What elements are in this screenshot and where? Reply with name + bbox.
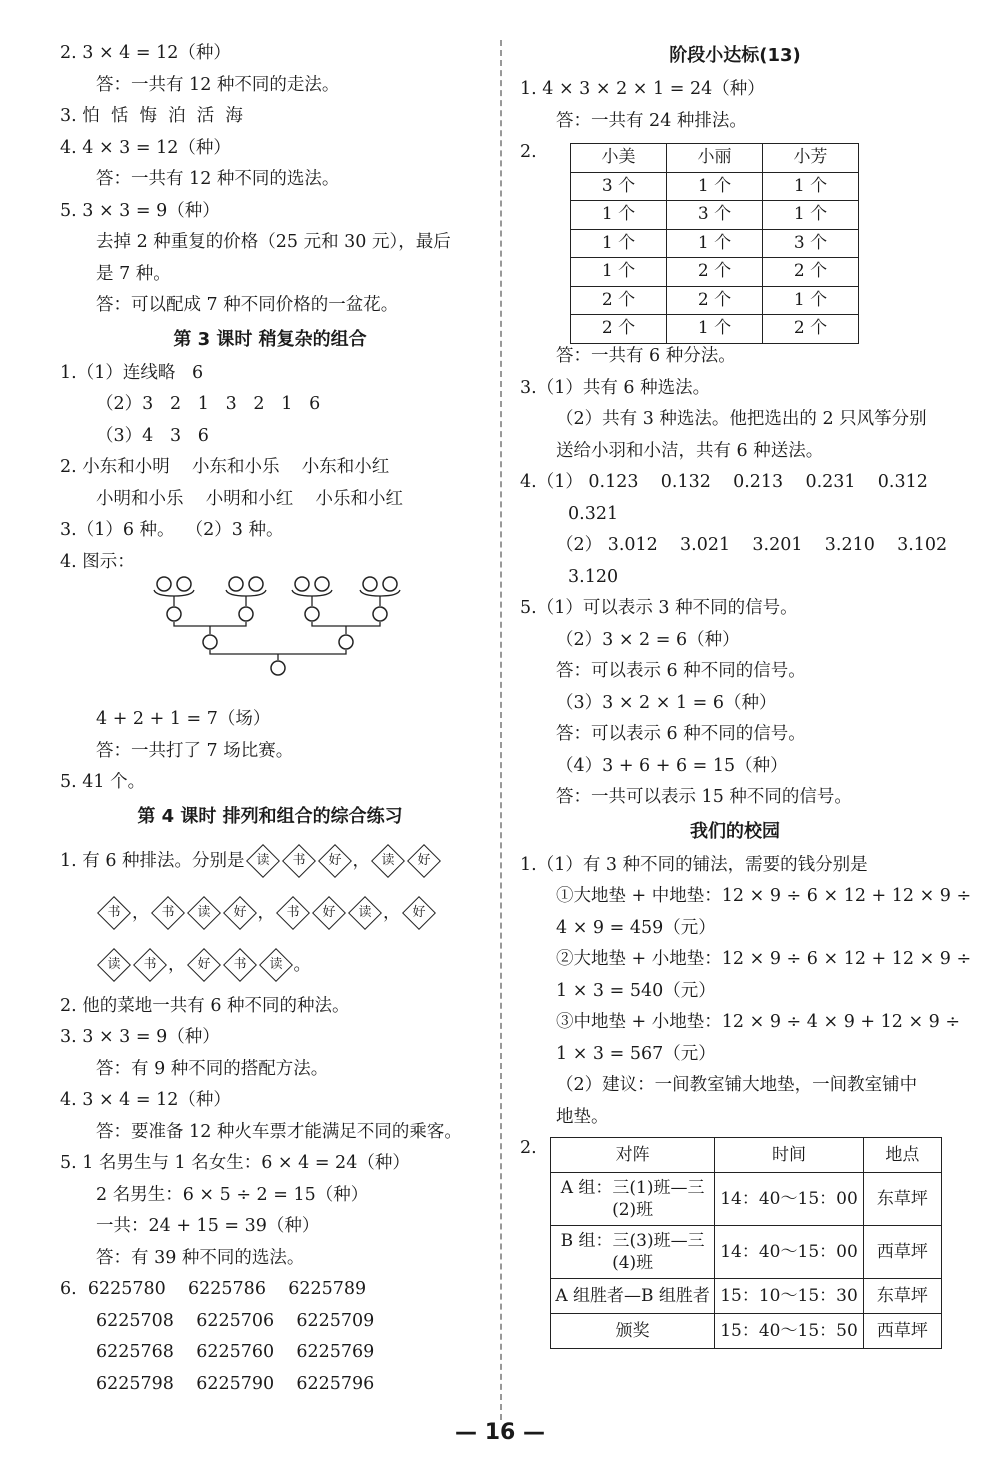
answer-line: 3.120 <box>568 566 619 587</box>
table-cell: 西草坪 <box>863 1314 941 1349</box>
answer-line: ③中地垫 + 小地垫：12 × 9 ÷ 4 × 9 + 12 × 9 ÷ <box>556 1012 961 1032</box>
table-cell: 1 个 <box>667 315 763 344</box>
diamond-tile: 好 <box>407 844 441 878</box>
table-cell: 1 个 <box>763 286 859 315</box>
table-cell: 14：40～15：00 <box>715 1173 864 1226</box>
answer-line: 4. 图示： <box>60 551 135 572</box>
table-header-cell: 小美 <box>571 144 667 173</box>
answer-line: 1 × 3 = 567（元） <box>556 1043 716 1064</box>
answer-line: 1.（1）有 3 种不同的铺法，需要的钱分别是 <box>520 854 868 875</box>
diamond-tile: 读 <box>97 948 131 982</box>
diamond-tile: 读 <box>348 896 382 930</box>
table-cell: 2 个 <box>763 258 859 287</box>
right-column <box>520 38 972 1353</box>
answer-line: （4）3 + 6 + 6 = 15（种） <box>556 755 788 776</box>
table-cell: 东草坪 <box>863 1173 941 1226</box>
diamond-tile: 书 <box>133 948 167 982</box>
answer-line: 答：一共有 6 种分法。 <box>556 346 736 366</box>
schedule-table <box>550 1137 942 1349</box>
answer-line: 答：一共打了 7 场比赛。 <box>96 740 294 761</box>
table-row <box>571 258 859 287</box>
table-cell: 2 个 <box>763 315 859 344</box>
answer-line: 读 书 ， 好 书 读 。 <box>60 939 480 991</box>
section-heading: 阶段小达标(13) <box>669 45 801 66</box>
table-header-row <box>571 144 859 173</box>
answer-line: 4. 4 × 3 = 12（种） <box>60 137 231 158</box>
diamond-tile: 读 <box>246 844 280 878</box>
table-cell: 1 个 <box>763 201 859 230</box>
answer-line: 3. 怕 恬 悔 泊 活 海 <box>60 106 243 126</box>
column-divider <box>500 40 502 1420</box>
table-row <box>571 315 859 344</box>
section-heading: 第 3 课时 稍复杂的组合 <box>173 328 367 350</box>
table-cell: A 组：三(1)班—三(2)班 <box>551 1173 715 1226</box>
answer-line: 小明和小乐 小明和小红 小乐和小红 <box>96 488 404 509</box>
answer-line: 6225768 6225760 6225769 <box>96 1342 375 1362</box>
answer-line: 答：可以配成 7 种不同价格的一盆花。 <box>96 295 399 315</box>
diamond-tile: 读 <box>371 844 405 878</box>
table-row <box>571 286 859 315</box>
answer-line: （2）3 × 2 = 6（种） <box>556 629 740 650</box>
answer-line: 2. 小东和小明 小东和小乐 小东和小红 <box>60 457 390 477</box>
answer-line: 答：可以表示 6 种不同的信号。 <box>556 724 806 744</box>
answer-line: 3.（1）共有 6 种选法。 <box>520 377 711 398</box>
answer-line: 答：有 39 种不同的选法。 <box>96 1247 305 1268</box>
answer-line: 答：一共有 12 种不同的选法。 <box>96 169 340 189</box>
answer-line: （2） 3.012 3.021 3.201 3.210 3.102 <box>556 535 948 555</box>
answer-line: （3）3 × 2 × 1 = 6（种） <box>556 692 777 713</box>
diamond-tile: 读 <box>259 948 293 982</box>
table-cell: 1 个 <box>667 172 763 201</box>
answer-line: （2）3 2 1 3 2 1 6 <box>96 394 321 414</box>
answer-line: 答：一共可以表示 15 种不同的信号。 <box>556 787 852 807</box>
answer-line: ①大地垫 + 中地垫：12 × 9 ÷ 6 × 12 + 12 × 9 ÷ <box>556 886 972 906</box>
table-cell: 2 个 <box>571 286 667 315</box>
table-cell: 2 个 <box>667 286 763 315</box>
table-cell: 15：40～15：50 <box>715 1314 864 1349</box>
answer-line: 5. 41 个。 <box>60 772 146 792</box>
table-cell: 3 个 <box>571 172 667 201</box>
diamond-tile: 读 <box>187 896 221 930</box>
answer-line: 6225708 6225706 6225709 <box>96 1310 375 1331</box>
answer-text: 1. 有 6 种排法。分别是 <box>60 850 245 871</box>
table-cell: 15：10～15：30 <box>715 1279 864 1314</box>
table-header-cell: 地点 <box>863 1138 941 1173</box>
diamond-tile: 好 <box>318 844 352 878</box>
answer-line: 去掉 2 种重复的价格（25 元和 30 元），最后 <box>96 232 451 252</box>
table-header-cell: 小芳 <box>763 144 859 173</box>
table-cell: 3 个 <box>667 201 763 230</box>
answer-line: 5.（1）可以表示 3 种不同的信号。 <box>520 598 798 618</box>
table-header-cell: 小丽 <box>667 144 763 173</box>
table-header-row <box>551 1138 942 1173</box>
answer-line: 6. 6225780 6225786 6225789 <box>60 1279 367 1299</box>
table-row <box>551 1314 942 1349</box>
answer-line: 2. 他的菜地一共有 6 种不同的种法。 <box>60 995 350 1016</box>
table-cell: 西草坪 <box>863 1226 941 1279</box>
diamond-tile: 书 <box>276 896 310 930</box>
distribution-table <box>570 143 859 344</box>
table-cell: 颁奖 <box>551 1314 715 1349</box>
diamond-tile: 好 <box>223 896 257 930</box>
table-row <box>571 201 859 230</box>
table-cell: 14：40～15：00 <box>715 1226 864 1279</box>
table-header-cell: 时间 <box>715 1138 864 1173</box>
answer-line: 1. 有 6 种排法。分别是 读 书 好 ， 读 好 <box>60 835 480 887</box>
question-2-block <box>520 137 950 341</box>
answer-line: 书 ， 书 读 好 ， 书 好 读 ， 好 <box>60 887 480 939</box>
answer-line: 6225798 6225790 6225796 <box>96 1373 375 1394</box>
table-cell: 1 个 <box>667 229 763 258</box>
table-cell: B 组：三(3)班—三(4)班 <box>551 1226 715 1279</box>
table-cell: 2 个 <box>667 258 763 287</box>
question-2-schedule <box>520 1133 950 1353</box>
answer-line: 地垫。 <box>556 1106 609 1127</box>
answer-line: （3）4 3 6 <box>96 425 209 446</box>
answer-line: ②大地垫 + 小地垫：12 × 9 ÷ 6 × 12 + 12 × 9 ÷ <box>556 949 972 969</box>
answer-line: 3.（1）6 种。 （2）3 种。 <box>60 520 284 540</box>
answer-line: 答：有 9 种不同的搭配方法。 <box>96 1058 329 1079</box>
tournament-diagram <box>96 556 416 696</box>
answer-line: 1. 4 × 3 × 2 × 1 = 24（种） <box>520 79 765 99</box>
table-cell: 3 个 <box>763 229 859 258</box>
answer-line: （2）建议：一间教室铺大地垫，一间教室铺中 <box>556 1075 918 1095</box>
diamond-tile: 好 <box>402 896 436 930</box>
answer-line: 答：要准备 12 种火车票才能满足不同的乘客。 <box>96 1121 462 1142</box>
section-heading: 我们的校园 <box>690 820 780 842</box>
answer-line: （2）共有 3 种选法。他把选出的 2 只风筝分别 <box>556 409 927 429</box>
diamond-tile: 书 <box>97 896 131 930</box>
answer-line: 1 × 3 = 540（元） <box>556 980 716 1001</box>
table-cell: 1 个 <box>571 201 667 230</box>
table-cell: 1 个 <box>763 172 859 201</box>
answer-line: 5. 3 × 3 = 9（种） <box>60 200 220 221</box>
answer-line: 1.（1）连线略 6 <box>60 362 204 383</box>
answer-line: 2. 3 × 4 = 12（种） <box>60 43 231 63</box>
answer-line: 答：一共有 12 种不同的走法。 <box>96 74 340 95</box>
answer-line: 4. 3 × 4 = 12（种） <box>60 1090 231 1110</box>
diamond-tile: 好 <box>312 896 346 930</box>
table-row <box>571 172 859 201</box>
answer-line: 3. 3 × 3 = 9（种） <box>60 1027 220 1047</box>
answer-line: 0.321 <box>568 503 619 524</box>
diamond-tile: 书 <box>151 896 185 930</box>
table-cell: 2 个 <box>571 315 667 344</box>
answer-line: 送给小羽和小洁，共有 6 种送法。 <box>556 440 824 461</box>
answer-line: 4 + 2 + 1 = 7（场） <box>96 709 271 729</box>
answer-line: 一共：24 + 15 = 39（种） <box>96 1216 320 1236</box>
question-number: 2. <box>520 142 537 162</box>
answer-line: 是 7 种。 <box>96 263 171 284</box>
table-cell: 1 个 <box>571 258 667 287</box>
table-row <box>551 1279 942 1314</box>
table-row <box>551 1226 942 1279</box>
diamond-tile: 书 <box>223 948 257 982</box>
answer-line: 5. 1 名男生与 1 名女生：6 × 4 = 24（种） <box>60 1153 410 1173</box>
answer-line: 答：可以表示 6 种不同的信号。 <box>556 661 806 681</box>
answer-line: 答：一共有 24 种排法。 <box>556 110 747 131</box>
page-number: — 16 — <box>455 1420 545 1445</box>
table-row <box>571 229 859 258</box>
answer-line: 2 名男生：6 × 5 ÷ 2 = 15（种） <box>96 1184 369 1205</box>
question-number: 2. <box>520 1138 537 1158</box>
table-row <box>551 1173 942 1226</box>
table-cell: A 组胜者—B 组胜者 <box>551 1279 715 1314</box>
diamond-tile: 书 <box>282 844 316 878</box>
answer-line: 4 × 9 = 459（元） <box>556 917 716 938</box>
diamond-tile: 好 <box>187 948 221 982</box>
table-cell: 东草坪 <box>863 1279 941 1314</box>
table-cell: 1 个 <box>571 229 667 258</box>
answer-line: 4.（1） 0.123 0.132 0.213 0.231 0.312 <box>520 472 928 492</box>
section-heading: 第 4 课时 排列和组合的综合练习 <box>137 805 403 827</box>
left-column <box>60 38 480 1400</box>
table-header-cell: 对阵 <box>551 1138 715 1173</box>
